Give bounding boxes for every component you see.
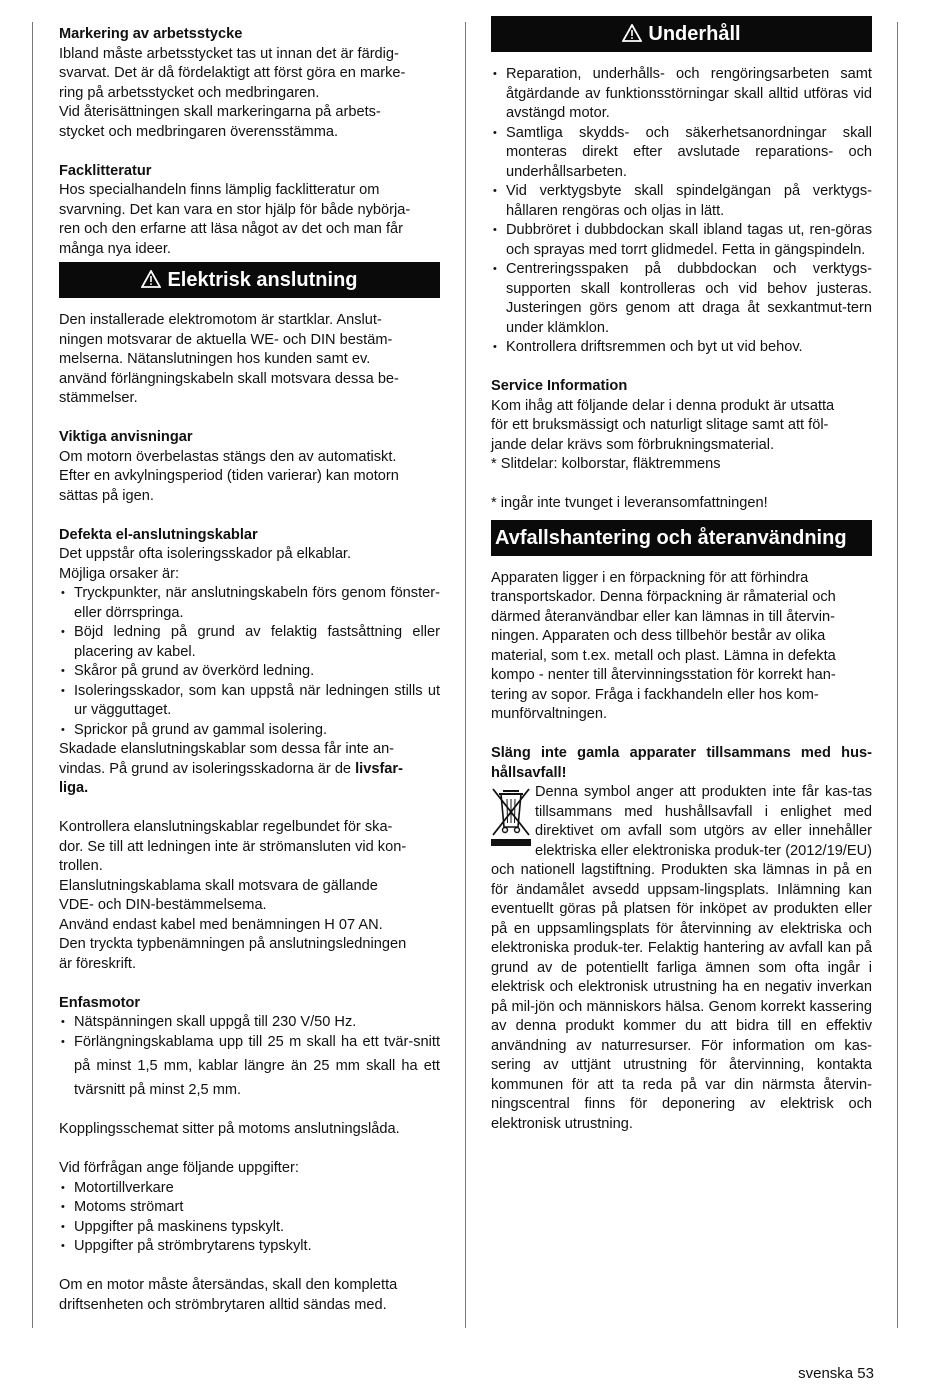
danger-text: liga. bbox=[59, 780, 89, 796]
text-line: dor. Se till att ledningen inte är strömansluten vid kon- bbox=[59, 838, 407, 855]
text-line: många nya ideer. bbox=[59, 240, 171, 257]
household-waste-heading: Släng inte gamla apparater tillsammans med hus-hållsavfall! bbox=[491, 745, 872, 781]
text-line: Det uppstår ofta isoleringsskador på elkablar. bbox=[59, 546, 352, 562]
text-line: Möjliga orsaker är: bbox=[59, 565, 180, 582]
important-heading: Viktiga anvisningar bbox=[59, 429, 193, 445]
single-phase-list bbox=[59, 1013, 440, 1101]
maintenance-banner bbox=[491, 16, 872, 52]
text-line: material, som t.ex. metall och plast. Lämna in defekta bbox=[491, 647, 836, 664]
maintenance-banner-title: Underhåll bbox=[648, 23, 741, 45]
inquiry-list bbox=[59, 1179, 440, 1257]
defect-warning-text bbox=[59, 740, 440, 799]
text-line: kompo - nenter till återvinningsstation för korrekt han- bbox=[491, 667, 836, 683]
text-line: Kontrollera elanslutningskablar regelbundet för ska- bbox=[59, 819, 393, 835]
important-text bbox=[59, 448, 440, 507]
waste-banner-title: Avfallshantering och återanvändning bbox=[495, 526, 847, 549]
text-line: Apparaten ligger i en förpackning för att förhindra bbox=[491, 569, 809, 586]
text-line: stämmelser. bbox=[59, 390, 138, 406]
defect-causes-list bbox=[59, 584, 440, 740]
service-text bbox=[491, 397, 872, 475]
return-text bbox=[59, 1276, 440, 1315]
text-line: trollen. bbox=[59, 858, 103, 874]
text-line: Om motorn överbelastas stängs den av automatiskt. bbox=[59, 448, 397, 465]
text-line: melserna. Nätanslutningen hos kunden samt ev. bbox=[59, 351, 371, 367]
defect-intro bbox=[59, 545, 440, 584]
text-line: Elanslutningskablama skall motsvara de gällande bbox=[59, 877, 378, 894]
text-line: för ett bruksmässigt och naturligt slitage samt att föl- bbox=[491, 417, 829, 433]
list-item: • Tryckpunkter, när anslutningskabeln förs genom fönster- eller dörrspringa. bbox=[59, 584, 440, 623]
left-margin-rule bbox=[32, 22, 33, 1328]
not-included-note: * ingår inte tvunget i leveransomfattningen! bbox=[491, 495, 768, 511]
list-item: • Nätspänningen skall uppgå till 230 V/50 Hz. bbox=[59, 1013, 440, 1033]
list-item: • Centreringsspaken på dubbdockan och verktygs-supporten skall kontrolleras och vid behov justeras. Justeringen görs genom att draga åt sexkantmut-tern under klämklon. bbox=[491, 260, 872, 338]
text-line: Efter en avkylningsperiod (tiden varierar) kan motorn bbox=[59, 468, 399, 484]
text-span: , kablar längre än 25 mm skall ha ett tvärsnitt på minst 2,5 mm bbox=[74, 1057, 440, 1099]
warning-triangle-icon bbox=[622, 24, 642, 42]
text-line: Skadade elanslutningskablar som dessa får inte an- bbox=[59, 741, 395, 757]
list-item: • Uppgifter på strömbrytarens typskylt. bbox=[59, 1237, 440, 1257]
crossed-out-wheelie-bin-icon bbox=[491, 785, 531, 847]
list-item: • Böjd ledning på grund av felaktig fastsåttning eller placering av kabel. bbox=[59, 623, 440, 662]
text-line: driftsenheten och strömbrytaren alltid sändas med. bbox=[59, 1296, 387, 1313]
left-column bbox=[59, 25, 440, 1315]
service-heading: Service Information bbox=[491, 378, 628, 394]
list-item bbox=[59, 1033, 440, 1101]
literature-text bbox=[59, 181, 440, 259]
list-item: • Motortillverkare bbox=[59, 1179, 440, 1199]
text-line: Den installerade elektromotom är startklar. Anslut- bbox=[59, 312, 382, 328]
list-item: • Dubbröret i dubbdockan skall ibland tagas ut, ren-göras och sprayas med torrt glidmedel. Fetta in gängspindeln. bbox=[491, 221, 872, 260]
inquiry-text: Vid förfrågan ange följande uppgifter: bbox=[59, 1160, 299, 1177]
text-line: svarvat. Det är då fördelaktigt att först göra en marke- bbox=[59, 65, 406, 81]
weee-section bbox=[491, 783, 872, 1134]
right-margin-rule bbox=[897, 22, 898, 1328]
marking-heading: Markering av arbetsstycke bbox=[59, 26, 243, 42]
single-phase-heading: Enfasmotor bbox=[59, 994, 141, 1011]
list-item: • Samtliga skydds- och säkerhetsanordningar skall monteras direkt efter avslutade reparations- och underhållsarbeten. bbox=[491, 124, 872, 183]
electric-text bbox=[59, 311, 440, 409]
list-item: • Kontrollera driftsremmen och byt ut vid behov. bbox=[491, 338, 872, 358]
text-line: Hos specialhandeln finns lämplig facklitteratur om bbox=[59, 182, 380, 198]
text-line: Kom ihåg att följande delar i denna produkt är utsatta bbox=[491, 397, 835, 414]
text-line: Vid återisättningen skall markeringarna på arbets- bbox=[59, 104, 381, 120]
text-line: ren och den erfarne att läsa något av det och man får bbox=[59, 221, 403, 237]
text-line: svarvning. Det kan vara en stor hjälp för både nybörja- bbox=[59, 201, 411, 218]
maintenance-list bbox=[491, 65, 872, 358]
list-item: • Sprickor på grund av gammal isolering. bbox=[59, 721, 440, 741]
text-line: jande delar krävs som förbrukningsmaterial. bbox=[491, 436, 775, 453]
danger-text: livsfar- bbox=[355, 760, 403, 777]
waste-text bbox=[491, 569, 872, 725]
right-column bbox=[491, 16, 872, 1134]
wiring-diagram-text: Kopplingsschemat sitter på motoms anslutningslåda. bbox=[59, 1121, 400, 1138]
page-footer: svenska 53 bbox=[798, 1365, 874, 1382]
text-line: är föreskrift. bbox=[59, 955, 137, 972]
text-line: VDE- och DIN-bestämmelsema. bbox=[59, 897, 267, 913]
text-line: munförvaltningen. bbox=[491, 706, 608, 722]
electric-banner-title: Elektrisk anslutning bbox=[167, 269, 358, 291]
center-divider-rule bbox=[465, 22, 466, 1328]
electric-connection-banner bbox=[59, 262, 440, 298]
control-text bbox=[59, 818, 440, 974]
text-line: använd förlängningskabeln skall motsvara dessa be- bbox=[59, 370, 399, 387]
text-line: stycket och medbringaren överensstämma. bbox=[59, 123, 339, 140]
text-line: ring på arbetsstycket och medbringaren. bbox=[59, 84, 320, 101]
marking-text bbox=[59, 45, 440, 143]
list-item: • Reparation, underhålls- och rengöringsarbeten samt åtgärdande av funktionsstörningar skall alltid utföras vid avstängd motor. bbox=[491, 65, 872, 124]
text-line: * Slitdelar: kolborstar, fläktremmens bbox=[491, 456, 721, 472]
text-span: Förlängningskablama upp till 25 m skall ha ett tvär-snitt på minst 1,5 mm bbox=[74, 1033, 440, 1074]
warning-triangle-icon bbox=[141, 270, 161, 288]
list-item: • Isoleringsskador, som kan uppstå när ledningen stills ut ur vägguttaget. bbox=[59, 682, 440, 721]
weee-text: Denna symbol anger att produkten inte får kas-tas tillsammans med hushållsavfall i enlighet med direktivet om avfall som utgörs av eller innehåller elektriska eller elektroniska produk-ter (2012/19/EU) och nationell lagstiftning. Produkten ska lämnas in på en för ändamålet avsedd uppsam-lingsplats. Inlämning kan eventuellt göras på platsen för inköpet av produkten eller på en uppsamlingsplats för återvinning av elektriska och elektroniska produk-ter. Felaktig hantering av avfall kan på grund av de potentiellt farliga ämnen som ofta ingår i elektrisk och elektronisk utrustning ha en negativ inverkan på mil-jön och människors hälsa. Genom korrekt kassering av denna produkt kommer du att bidra till en effektiv användning av naturresurser. För information om kas-sering av uttjänt utrustning för återvinning, kontakta kommunen för att ta reda på var din närmsta återvin-ningscentral finns för deponering av elektrisk och elektronisk utrustning. bbox=[491, 784, 872, 1132]
text-line: tering av sopor. Fråga i fackhandeln eller hos kom- bbox=[491, 686, 819, 703]
text-span: . bbox=[237, 1082, 242, 1099]
text-line: transportskador. Denna förpackning är råmaterial och bbox=[491, 589, 836, 605]
text-line: ningen. Apparaten och dess tillbehör består av olika bbox=[491, 628, 826, 644]
list-item: • Vid verktygsbyte skall spindelgängan på verktygs-hållaren rengöras och oljas in lätt. bbox=[491, 182, 872, 221]
text-line: vindas. På grund av isoleringsskadorna är de bbox=[59, 760, 356, 777]
text-line: Den tryckta typbenämningen på anslutningsledningen bbox=[59, 936, 407, 952]
text-line: Om en motor måste återsändas, skall den kompletta bbox=[59, 1277, 398, 1294]
defect-cables-heading: Defekta el-anslutningskablar bbox=[59, 526, 258, 543]
text-line: Ibland måste arbetsstycket tas ut innan det är färdig- bbox=[59, 45, 399, 62]
literature-heading: Facklitteratur bbox=[59, 162, 152, 179]
text-line: sättas på igen. bbox=[59, 487, 154, 504]
text-line: därmed återanvändbar eller kan lämnas in till återvin- bbox=[491, 608, 835, 625]
list-item: • Motoms strömart bbox=[59, 1198, 440, 1218]
list-item: • Uppgifter på maskinens typskylt. bbox=[59, 1218, 440, 1238]
text-line: Använd endast kabel med benämningen H 07 AN. bbox=[59, 916, 383, 933]
list-item: • Skåror på grund av överkörd ledning. bbox=[59, 662, 440, 682]
text-line: ningen motsvarar de aktuella WE- och DIN bestäm- bbox=[59, 331, 393, 348]
waste-banner bbox=[491, 520, 872, 556]
